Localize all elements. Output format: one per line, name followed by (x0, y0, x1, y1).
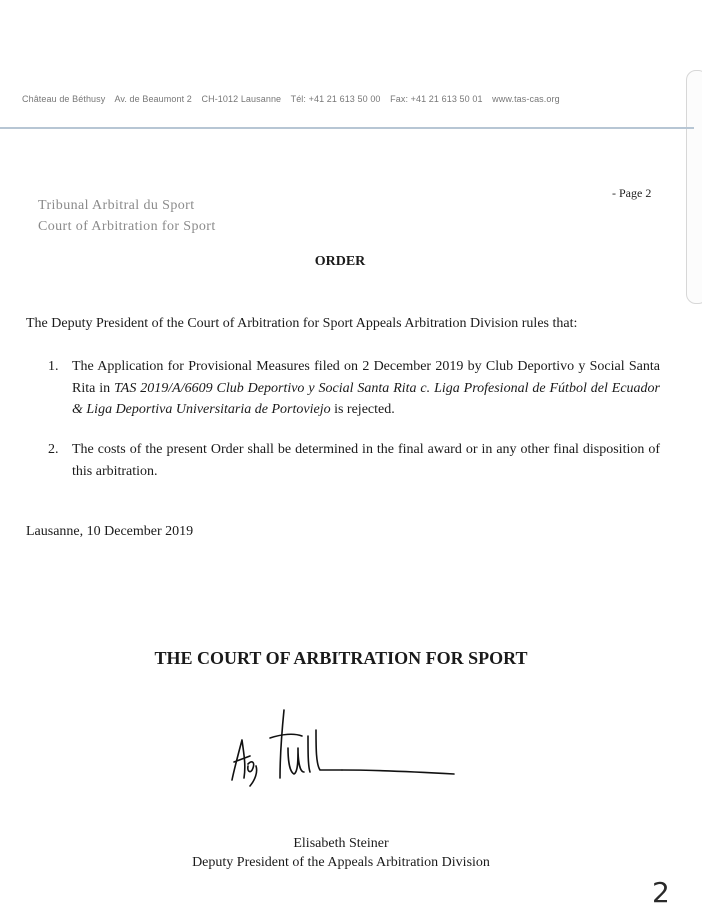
item-number: 2. (48, 442, 59, 457)
address-city: CH-1012 Lausanne (201, 94, 282, 104)
letterhead-divider (0, 127, 694, 129)
address-phone: Tél: +41 21 613 50 00 (290, 94, 381, 104)
signature-drawing (228, 700, 468, 800)
address-street: Av. de Beaumont 2 (114, 94, 192, 104)
item-text (72, 356, 660, 421)
signer-title: Deputy President of the Appeals Arbitration Division (192, 855, 490, 870)
page-edge-tab (686, 70, 702, 304)
letterhead-address (22, 94, 702, 104)
item-text-tail: is rejected. (330, 402, 395, 417)
organization-name (38, 195, 216, 237)
page-number: - Page 2 (612, 186, 652, 200)
address-chateau: Château de Béthusy (22, 94, 106, 104)
item-number: 1. (48, 359, 59, 374)
case-reference: TAS 2019/A/6609 Club Deportivo y Social Santa Rita c. Liga Profesional de Fútbol del Ecuador & Liga Deportiva Universitaria de Portoviejo (72, 380, 660, 417)
order-title: ORDER (314, 254, 366, 269)
dateline: Lausanne, 10 December 2019 (26, 524, 194, 539)
order-item (48, 356, 660, 421)
signer-name: Elisabeth Steiner (293, 836, 389, 851)
address-fax: Fax: +41 21 613 50 01 (390, 94, 483, 104)
item-text-lead: The Application for Provisional Measures filed on 2 December 2019 by Club Deportivo y Social Santa Rita in (72, 359, 660, 396)
order-item (48, 439, 660, 482)
item-text: The costs of the present Order shall be determined in the final award or in any other final disposition of this arbitration. (72, 442, 660, 479)
handwritten-signature (228, 700, 468, 805)
handwritten-page-mark: 2 (652, 876, 670, 909)
address-website: www.tas-cas.org (492, 94, 560, 104)
order-intro: The Deputy President of the Court of Arbitration for Sport Appeals Arbitration Division rules that: (26, 316, 578, 331)
organization-name-en: Court of Arbitration for Sport (38, 219, 216, 234)
organization-name-fr: Tribunal Arbitral du Sport (38, 198, 195, 213)
court-name: THE COURT OF ARBITRATION FOR SPORT (154, 648, 528, 668)
